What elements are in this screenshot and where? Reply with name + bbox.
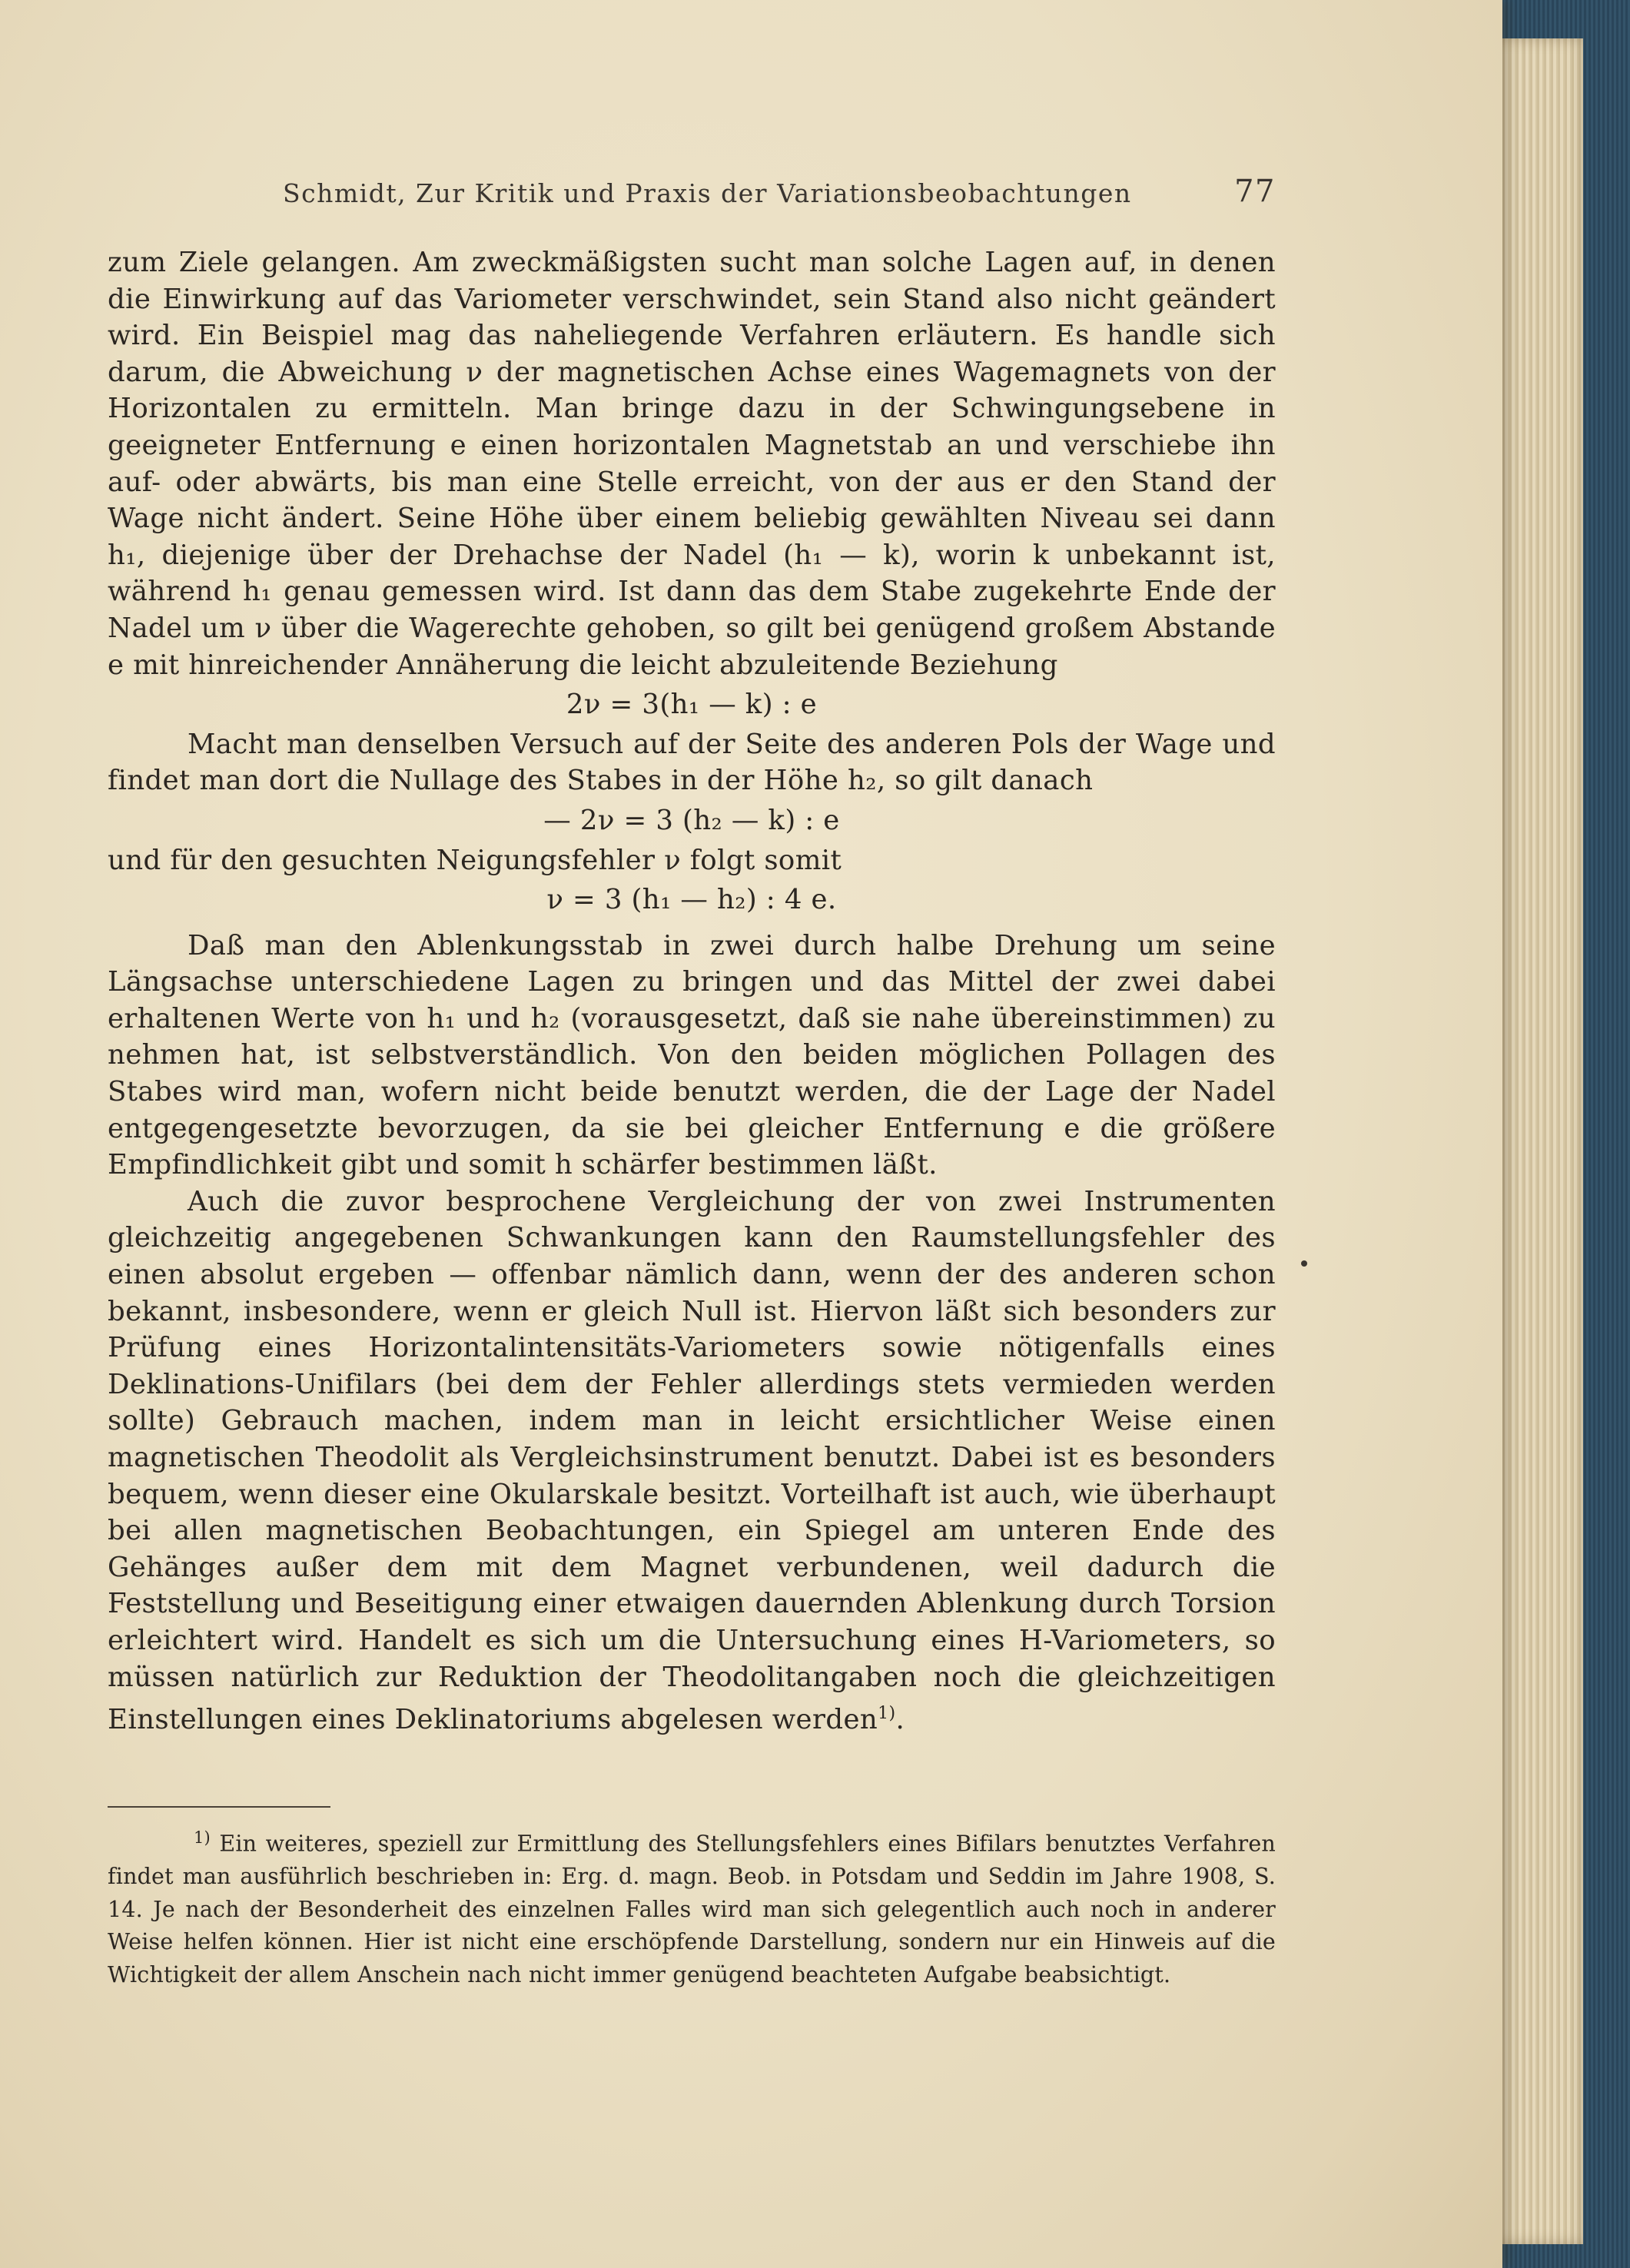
paragraph-1: zum Ziele gelangen. Am zweckmäßigsten sucht man solche Lagen auf, in denen die Einwirkung auf das Variometer verschwindet, sein Stand also nicht geändert wird. Ein Beispiel mag das naheliegende Verfahren erläutern. Es handle sich darum, die Abweichung ν der magnetischen Achse eines Wagemagnets von der Horizontalen zu ermitteln. Man bringe dazu in der Schwingungsebene in geeigneter Entfernung e einen horizontalen Magnetstab an und verschiebe ihn auf- oder abwärts, bis man eine Stelle erreicht, von der aus er den Stand der Wage nicht ändert. Seine Höhe über einem beliebig gewählten Niveau sei dann h₁, diejenige über der Drehachse der Nadel (h₁ — k), worin k unbekannt ist, während h₁ genau gemessen wird. Ist dann das dem Stabe zugekehrte Ende der Nadel um ν über die Wagerechte gehoben, so gilt bei genügend großem Abstande e mit hinreichender Annäherung die leicht abzuleitende Beziehung [108,247,1276,681]
paragraph-5-text: Auch die zuvor besprochene Vergleichung der von zwei Instrumenten gleichzeitig angegebenen Schwankungen kann den Raumstellungsfehler des einen absolut ergeben — offenbar nämlich dann, wenn der des anderen schon bekannt, insbesondere, wenn er gleich Null ist. Hiervon läßt sich besonders zur Prüfung eines Horizontalintensitäts-Variometers sowie nötigenfalls eines Deklinations-Unifilars (bei dem der Fehler allerdings stets vermieden werden sollte) Gebrauch machen, indem man in leicht ersichtlicher Weise einen magnetischen Theodolit als Vergleichsinstrument benutzt. Dabei ist es besonders bequem, wenn dieser eine Okularskale besitzt. Vorteilhaft ist auch, wie überhaupt bei allen magnetischen Beobachtungen, ein Spiegel am unteren Ende des Gehänges außer dem mit dem Magnet verbundenen, weil dadurch die Feststellung und Beseitigung einer etwaigen dauernden Ablenkung durch Torsion erleichtert wird. Handelt es sich um die Untersuchung eines H-Variometers, so müssen natürlich zur Reduktion der Theodolitangaben noch die gleichzeitigen Einstellungen eines Deklinatoriums abgelesen werden [108,1185,1276,1735]
paragraph-5 [108,1184,1276,1738]
footnote-divider [108,1806,330,1808]
formula-2: — 2ν = 3 (h₂ — k) : e [543,804,840,836]
running-title: Schmidt, Zur Kritik und Praxis der Variationsbeobachtungen [283,178,1132,208]
formula-3: ν = 3 (h₁ — h₂) : 4 e. [546,884,837,916]
paragraph-3: und für den gesuchten Neigungsfehler ν folgt somit [108,844,842,876]
paragraph-4: Daß man den Ablenkungsstab in zwei durch halbe Drehung um seine Längsachse unterschiedene Lagen zu bringen und das Mittel der zwei dabei erhaltenen Werte von h₁ und h₂ (vorausgesetzt, daß sie nahe übereinstimmen) zu nehmen hat, ist selbstverständlich. Von den beiden möglichen Pollagen des Stabes wird man, wofern nicht beide benutzt werden, die der Lage der Nadel entgegengesetzte bevorzugen, da sie bei gleicher Entfernung e die größere Empfindlichkeit gibt und somit h schärfer bestimmen läßt. [108,929,1276,1181]
footnote-text: Ein weiteres, speziell zur Ermittlung des Stellungsfehlers eines Bifilars benutztes Verfahren findet man ausführlich beschrieben in: Erg. d. magn. Beob. in Potsdam und Seddin im Jahre 1908, S. 14. Je nach der Besonderheit des einzelnen Falles wird man sich gelegentlich auch noch in anderer Weise helfen können. Hier ist nicht eine erschöpfende Darstellung, sondern nur ein Hinweis auf die Wichtigkeit der allem Anschein nach nicht immer genügend beachteten Aufgabe beabsichtigt. [108,1831,1276,1987]
paragraph-2: Macht man denselben Versuch auf der Seite des anderen Pols der Wage und findet man dort die Nullage des Stabes in der Höhe h₂, so gilt danach [108,728,1276,797]
footnote-reference: 1) [878,1704,896,1724]
margin-mark [1301,1260,1307,1267]
footnote-marker: 1) [194,1828,211,1847]
footnote [108,1821,1276,1991]
page-number: 77 [1234,174,1276,209]
body-text [108,244,1276,1738]
running-header [108,174,1276,218]
paragraph-5-end: . [895,1703,905,1735]
formula-1: 2ν = 3(h₁ — k) : e [566,689,818,721]
